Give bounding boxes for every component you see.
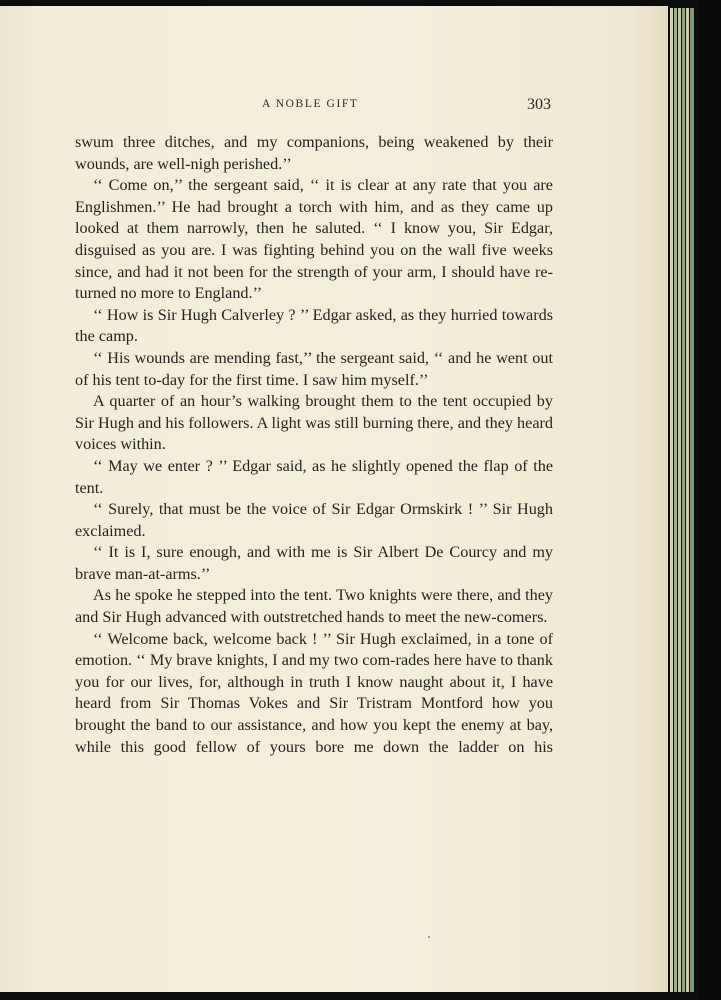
running-title: A NOBLE GIFT xyxy=(262,98,359,110)
page-edge xyxy=(678,8,681,992)
page-edge xyxy=(674,8,677,992)
paragraph: As he spoke he stepped into the tent. Two knights were there, and they and Sir Hugh advanced with outstretched hands to meet the new-comers. xyxy=(75,586,553,627)
page-number: 303 xyxy=(527,96,551,113)
paragraph: ‘‘ Surely, that must be the voice of Sir Edgar Ormskirk ! ’’ Sir Hugh exclaimed. xyxy=(75,500,553,540)
page-edge xyxy=(686,8,689,992)
paragraph: ‘‘ It is I, sure enough, and with me is Sir Albert De Courcy and my brave man-at-arms.’’ xyxy=(75,543,553,583)
page-edge xyxy=(670,8,673,992)
scan-border xyxy=(698,0,721,1000)
body-text xyxy=(75,132,553,758)
paragraph: A quarter of an hour’s walking brought them to the tent occupied by Sir Hugh and his followers. A light was still burning there, and they heard voices within. xyxy=(75,392,553,454)
page-edge xyxy=(690,8,694,992)
paragraph: ‘‘ How is Sir Hugh Calverley ? ’’ Edgar asked, as they hurried towards the camp. xyxy=(75,305,553,346)
paragraph: swum three ditches, and my companions, being weakened by their wounds, are well-nigh perished.’’ xyxy=(75,133,553,173)
paper-speck xyxy=(428,936,430,938)
paragraph: ‘‘ Come on,’’ the sergeant said, ‘‘ it is clear at any rate that you are Englishmen.’’ He had brought a torch with him, and as they came up looked at them narrowly, then he saluted. ‘‘ I know you, Sir Edgar, disguised as you are. I was fighting behind you on the wall five weeks since, and had it not been for the strength of your arm, I should have re-turned no more to England.’’ xyxy=(75,176,553,303)
page-edge xyxy=(682,8,685,992)
paragraph: ‘‘ His wounds are mending fast,’’ the sergeant said, ‘‘ and he went out of his tent to-day for the first time. I saw him myself.’’ xyxy=(75,348,553,389)
paragraph: ‘‘ Welcome back, welcome back ! ’’ Sir Hugh exclaimed, in a tone of emotion. ‘‘ My brave knights, I and my two com-rades here have to thank you for our lives, for, although in truth I know naught about it, I have heard from Sir Thomas Vokes and Sir Tristram Montford how you brought the band to our assistance, and how you kept the enemy at bay, while this good fellow of yours bore me down the ladder on his xyxy=(75,629,553,756)
paragraph: ‘‘ May we enter ? ’’ Edgar said, as he slightly opened the flap of the tent. xyxy=(75,456,553,497)
